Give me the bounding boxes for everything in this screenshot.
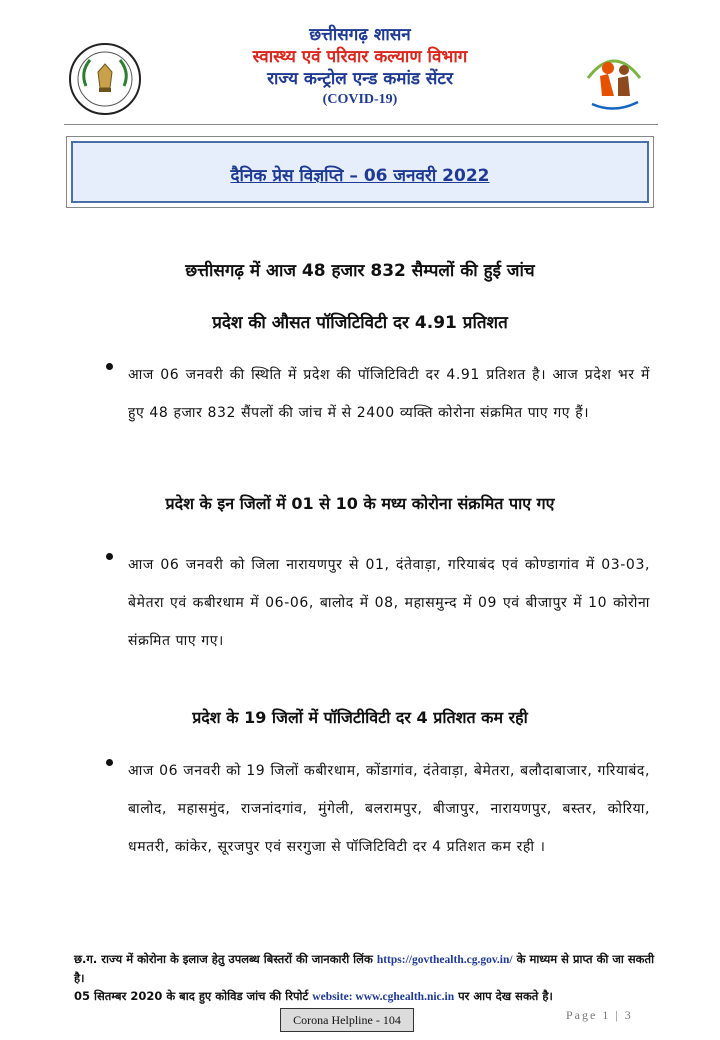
bullet-text: आज 06 जनवरी को 19 जिलों कबीरधाम, कोंडागांव, दंतेवाड़ा, बेमेतरा, बलौदाबाजार, गरियाबंद, बालोद, महासमुंद, राजनांदगांव, मुंगेली, बलरामपुर, बीजापुर, नारायणपुर, बस्तर, कोरिया, धमतरी, कांकेर, सूरजपुर एवं सरगुजा से पॉजिटिविटी दर 4 प्रतिशत कम रही । <box>128 763 650 855</box>
corona-helpline-badge: Corona Helpline - 104 <box>280 1008 414 1032</box>
footer-report-text-end: पर आप देख सकते है। <box>458 989 553 1003</box>
department-name: स्वास्थ्य एवं परिवार कल्याण विभाग <box>252 47 468 67</box>
bullet-low-positivity <box>114 752 650 866</box>
footer-bed-info <box>74 950 664 987</box>
bullet-text: आज 06 जनवरी को जिला नारायणपुर से 01, दंतेवाड़ा, गरियाबंद एवं कोण्डागांव में 03-03, बेमेतरा एवं कबीरधाम में 06-06, बालोद में 08, महासमुन्द में 09 एवं बीजापुर में 10 कोरोना संक्रमित पाए गए। <box>128 557 650 649</box>
headline-positivity: प्रदेश की औसत पॉजिटिविटी दर 4.91 प्रतिशत <box>212 313 508 333</box>
cghealth-link[interactable]: website: www.cghealth.nic.in <box>312 991 455 1003</box>
control-center-name: राज्य कन्ट्रोल एन्ड कमांड सेंटर <box>267 69 453 89</box>
govthealth-link[interactable]: https://govthealth.cg.gov.in/ <box>376 954 513 966</box>
title-frame <box>71 141 649 203</box>
press-release-title: दैनिक प्रेस विज्ञप्ति – 06 जनवरी 2022 <box>230 166 490 186</box>
page-number: Page 1 | 3 <box>566 1008 633 1022</box>
bullet-icon <box>106 363 113 370</box>
subheading-19-districts: प्रदेश के 19 जिलों में पॉजिटीविटी दर 4 प्रतिशत कम रही <box>192 708 528 727</box>
letterhead-text <box>140 24 580 110</box>
subheading-districts-01-10: प्रदेश के इन जिलों में 01 से 10 के मध्य कोरोना संक्रमित पाए गए <box>165 494 555 513</box>
footer-report-info <box>74 987 664 1006</box>
footer-notes <box>74 950 664 1006</box>
headline-samples: छत्तीसगढ़ में आज 48 हजार 832 सैम्पलों की हुई जांच <box>185 261 535 281</box>
header-divider <box>64 124 658 125</box>
govt-name: छत्तीसगढ़ शासन <box>309 25 411 45</box>
letterhead <box>0 14 720 114</box>
bullet-icon <box>106 553 113 560</box>
footer-bed-text-end: के माध्यम से प्राप्त की जा सकती है। <box>74 952 655 985</box>
bullet-icon <box>106 759 113 766</box>
bullet-positivity-rate <box>114 356 650 432</box>
swasth-chhattisgarh-logo <box>572 38 656 122</box>
bullet-text: आज 06 जनवरी की स्थिति में प्रदेश की पॉजिटिविटी दर 4.91 प्रतिशत है। आज प्रदेश भर में हुए 48 हजार 832 सैंपलों की जांच में से 2400 व्यक्ति कोरोना संक्रमित पाए गए हैं। <box>128 367 650 421</box>
footer-bed-text: छ.ग. राज्य में कोरोना के इलाज हेतु उपलब्ध बिस्तरों की जानकारी लिंक <box>74 952 373 966</box>
chhattisgarh-emblem-logo <box>68 42 142 116</box>
bullet-district-cases <box>114 546 650 660</box>
covid-label: (COVID-19) <box>322 92 398 107</box>
footer-report-text: 05 सितम्बर 2020 के बाद हुए कोविड जांच की रिपोर्ट <box>74 989 309 1003</box>
title-box <box>66 136 654 208</box>
